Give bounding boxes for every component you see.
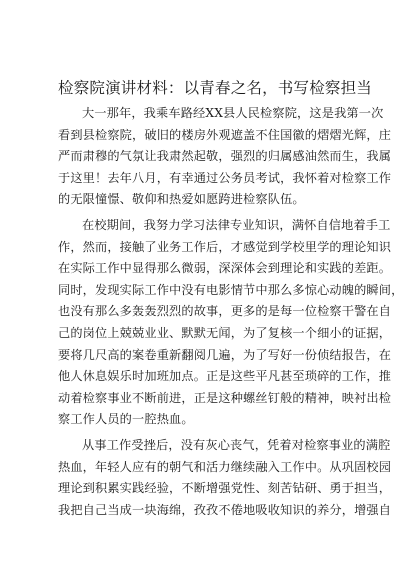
- text-line: 大一那年，我乘车路经XX县人民检察院，这是我第一次: [82, 106, 384, 120]
- text-line: 察工作人员的一腔热血。: [58, 412, 194, 427]
- paragraph-2: [58, 215, 404, 431]
- text-line: 看到县检察院，破旧的楼房外观遮盖不住国徽的熠熠光辉，庄: [58, 127, 392, 142]
- paragraph-1: [58, 103, 392, 211]
- text-line: 的无限憧憬、敬仰和热爱如愿跨进检察队伍。: [58, 192, 305, 207]
- text-line: 作，然而，接触了业务工作后，才感觉到学校里学的理论知识: [58, 239, 392, 254]
- text-line: 他人休息娱乐时加班加点。正是这些平凡甚至琐碎的工作，推: [58, 369, 392, 384]
- document-body: [58, 103, 404, 525]
- text-line: 我把自己当成一块海绵，孜孜不倦地吸收知识的养分，增强自: [58, 502, 392, 517]
- text-line: 在实际工作中显得那么微弱，深深体会到理论和实践的差距。: [58, 261, 392, 276]
- text-line: 严而肃穆的气氛让我肃然起敬，强烈的归属感油然而生，我属: [58, 149, 392, 164]
- text-line: 在校期间，我努力学习法律专业知识，满怀自信地着手工: [82, 217, 391, 232]
- text-line: 从事工作受挫后，没有灰心丧气，凭着对检察事业的满腔: [82, 437, 391, 452]
- text-line: 理论到积累实践经验，不断增强党性、刻苦钻研、勇于担当，: [58, 481, 392, 496]
- text-line: 同时，发现实际工作中没有电影情节中那么多惊心动魄的瞬间，: [58, 282, 404, 297]
- text-line: 于这里！去年八月，有幸通过公务员考试，我怀着对检察工作: [58, 170, 392, 185]
- text-line: 也没有那么多轰轰烈烈的故事，更多的是每一位检察干警在自: [58, 304, 392, 319]
- text-line: 热血，年轻人应有的朝气和活力继续融入工作中。从巩固校园: [58, 459, 392, 474]
- document-title: 检察院演讲材料：以青春之名，书写检察担当: [58, 79, 373, 97]
- text-line: 己的岗位上兢兢业业、默默无闻，为了复核一个细小的证据，: [58, 325, 392, 340]
- paragraph-3: [58, 435, 392, 521]
- text-line: 动着检察事业不断前进，正是这种螺丝钉般的精神，映衬出检: [58, 390, 392, 405]
- text-line: 要将几尺高的案卷重新翻阅几遍，为了写好一份侦结报告，在: [58, 347, 392, 362]
